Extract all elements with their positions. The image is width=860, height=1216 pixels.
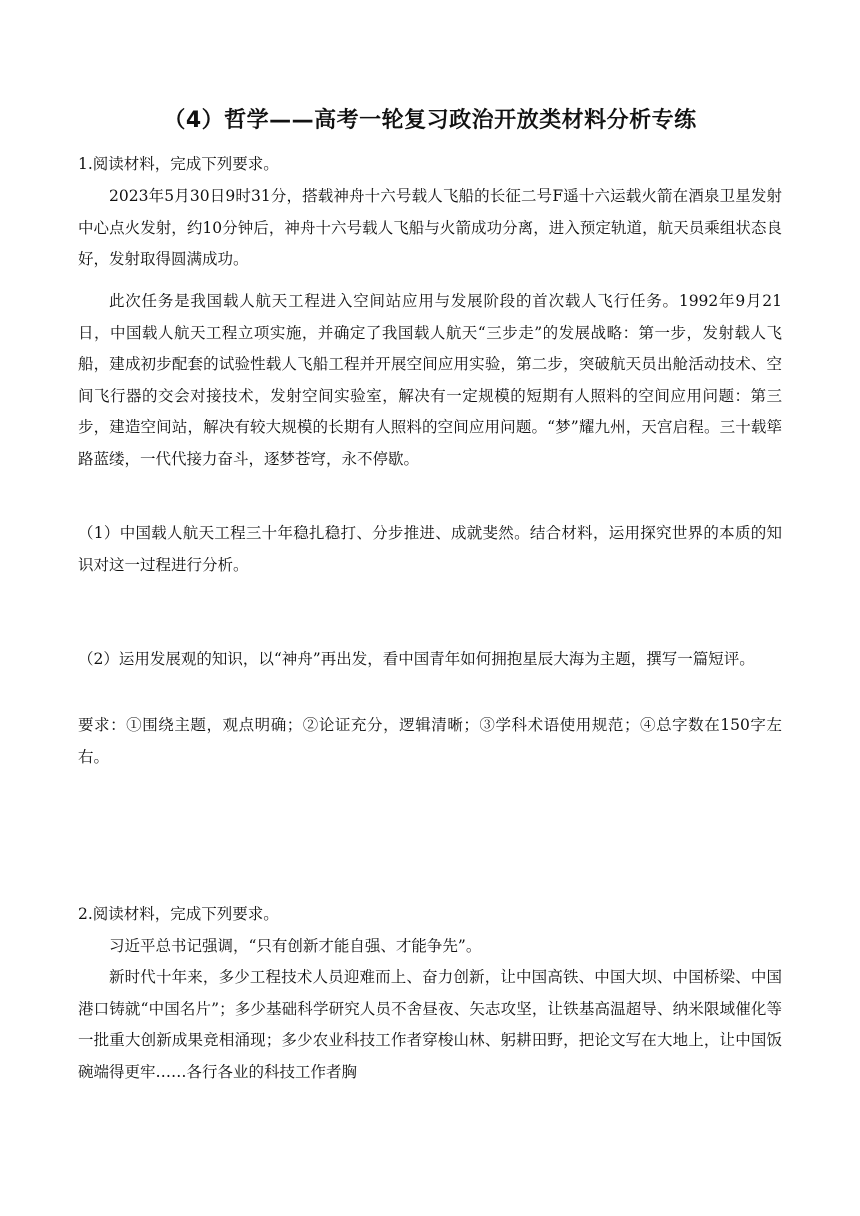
page-title: （4）哲学——高考一轮复习政治开放类材料分析专练 [163, 108, 697, 133]
question-1-subquestion-1: （1）中国载人航天工程三十年稳扎稳打、分步推进、成就斐然。结合材料，运用探究世界的本质的知识对这一过程进行分析。 [78, 524, 782, 574]
question-2-paragraph: 新时代十年来，多少工程技术人员迎难而上、奋力创新，让中国高铁、中国大坝、中国桥梁、中国港口铸就“中国名片”；多少基础科学研究人员不舍昼夜、矢志攻坚，让铁基高温超导、纳米限域催化等一批重大创新成果竞相涌现；多少农业科技工作者穿梭山林、躬耕田野，把论文写在大地上，让中国饭碗端得更牢……各行各业的科技工作者胸 [78, 968, 782, 1081]
question-2-quote: 习近平总书记强调，“只有创新才能自强、才能争先”。 [109, 937, 482, 955]
question-1-paragraph: 此次任务是我国载人航天工程进入空间站应用与发展阶段的首次载人飞行任务。1992年9月21日，中国载人航天工程立项实施，并确定了我国载人航天“三步走”的发展战略：第一步，发射载人飞船，建成初步配套的试验性载人飞船工程并开展空间应用实验，第二步，突破航天员出舱活动技术、空间飞行器的交会对接技术，发射空间实验室，解决有一定规模的短期有人照料的空间应用问题：第三步，建造空间站，解决有较大规模的长期有人照料的空间应用问题。“梦”耀九州，天宫启程。三十载筚路蓝缕，一代代接力奋斗，逐梦苍穹，永不停歇。 [78, 292, 782, 468]
question-1-paragraph: 2023年5月30日9时31分，搭载神舟十六号载人飞船的长征二号F遥十六运载火箭在酒泉卫星发射中心点火发射，约10分钟后，神舟十六号载人飞船与火箭成功分离，进入预定轨道，航天员乘组状态良好，发射取得圆满成功。 [78, 187, 782, 268]
question-1-heading: 1.阅读材料，完成下列要求。 [78, 155, 279, 173]
question-1-subquestion-2: （2）运用发展观的知识，以“神舟”再出发，看中国青年如何拥抱星辰大海为主题，撰写一篇短评。 [78, 650, 755, 668]
question-2-heading: 2.阅读材料，完成下列要求。 [78, 905, 279, 923]
question-1-requirements: 要求：①围绕主题，观点明确；②论证充分，逻辑清晰；③学科术语使用规范；④总字数在150字左右。 [78, 716, 782, 766]
